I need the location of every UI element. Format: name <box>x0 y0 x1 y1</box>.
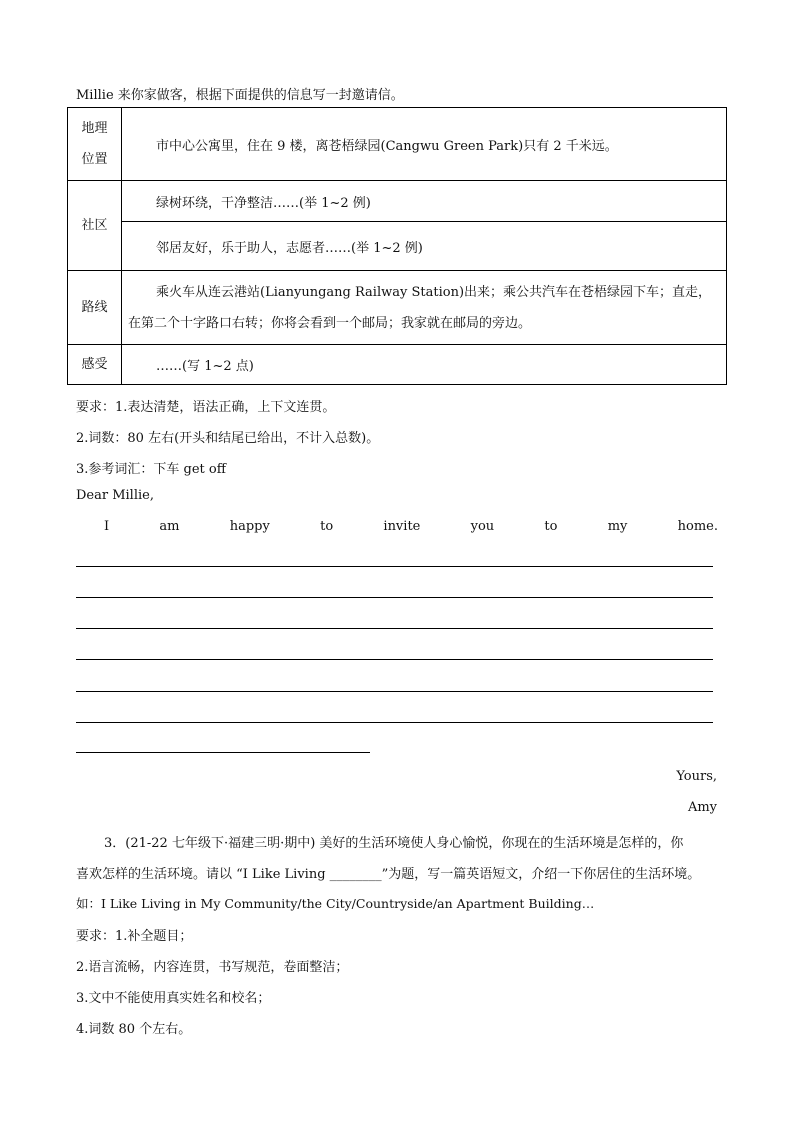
question-3-example: 如：I Like Living in My Community/the City/Countryside/an Apartment Building… <box>76 896 595 911</box>
writing-line[interactable] <box>76 722 713 723</box>
writing-line[interactable] <box>76 659 713 660</box>
writing-line[interactable] <box>76 597 713 598</box>
community-row1: 绿树环绕，干净整洁……(举 1~2 例) <box>122 181 727 222</box>
row-route <box>68 271 727 345</box>
opening-word: happy <box>229 519 270 534</box>
row-location <box>68 108 727 181</box>
opening-word: to <box>320 519 334 534</box>
row-community-1 <box>68 181 727 222</box>
letter-signature: Amy <box>687 800 717 815</box>
requirement-3: 3.参考词汇：下车 get off <box>76 462 226 477</box>
writing-line[interactable] <box>76 628 713 629</box>
writing-line-short[interactable] <box>76 752 370 753</box>
question-3-req4: 4.词数 80 个左右。 <box>76 1022 192 1037</box>
question-3-req1: 要求：1.补全题目； <box>76 929 193 944</box>
opening-word: my <box>607 519 628 534</box>
question-3-line2: 喜欢怎样的生活环境。请以 “I Like Living ________”为题，写一篇英语短文，介绍一下你居住的生活环境。 <box>76 867 701 882</box>
opening-word: am <box>159 519 180 534</box>
info-table <box>67 107 727 385</box>
row-feelings <box>68 345 727 385</box>
opening-word: I <box>104 519 110 534</box>
route-line2: 在第二个十字路口右转；你将会看到一个邮局；我家就在邮局的旁边。 <box>128 315 532 331</box>
requirement-2: 2.词数：80 左右(开头和结尾已给出，不计入总数)。 <box>76 431 380 446</box>
task-intro: Millie 来你家做客，根据下面提供的信息写一封邀请信。 <box>76 88 404 103</box>
writing-line[interactable] <box>76 566 713 567</box>
row-community-2 <box>68 222 727 271</box>
feelings-content: ……(写 1~2 点) <box>122 345 727 385</box>
route-line1: 乘火车从连云港站(Lianyungang Railway Station)出来；乘公共汽车在苍梧绿园下车；直走， <box>156 284 712 300</box>
label-route: 路线 <box>68 271 122 345</box>
label-feelings: 感受 <box>68 345 122 385</box>
label-location-line2: 位置 <box>81 152 108 167</box>
question-3-req3: 3.文中不能使用真实姓名和校名； <box>76 991 271 1006</box>
location-content: 市中心公寓里，住在 9 楼，离苍梧绿园(Cangwu Green Park)只有 2 千米远。 <box>122 108 727 181</box>
letter-closing: Yours, <box>676 769 717 784</box>
letter-salutation: Dear Millie, <box>76 488 154 503</box>
community-row2: 邻居友好，乐于助人，志愿者……(举 1~2 例) <box>122 222 727 271</box>
question-3-req2: 2.语言流畅，内容连贯，书写规范，卷面整洁； <box>76 960 349 975</box>
question-3-line1: 3．(21-22 七年级下·福建三明·期中) 美好的生活环境使人身心愉悦，你现在的生活环境是怎样的，你 <box>104 836 684 851</box>
letter-opening-sentence <box>104 519 718 534</box>
route-content <box>122 271 727 345</box>
writing-line[interactable] <box>76 691 713 692</box>
label-location <box>68 108 122 181</box>
opening-word: home. <box>677 519 718 534</box>
requirement-1: 要求：1.表达清楚，语法正确，上下文连贯。 <box>76 400 336 415</box>
label-community: 社区 <box>68 181 122 271</box>
opening-word: to <box>544 519 558 534</box>
opening-word: you <box>470 519 495 534</box>
opening-word: invite <box>383 519 421 534</box>
label-location-line1: 地理 <box>81 121 108 136</box>
